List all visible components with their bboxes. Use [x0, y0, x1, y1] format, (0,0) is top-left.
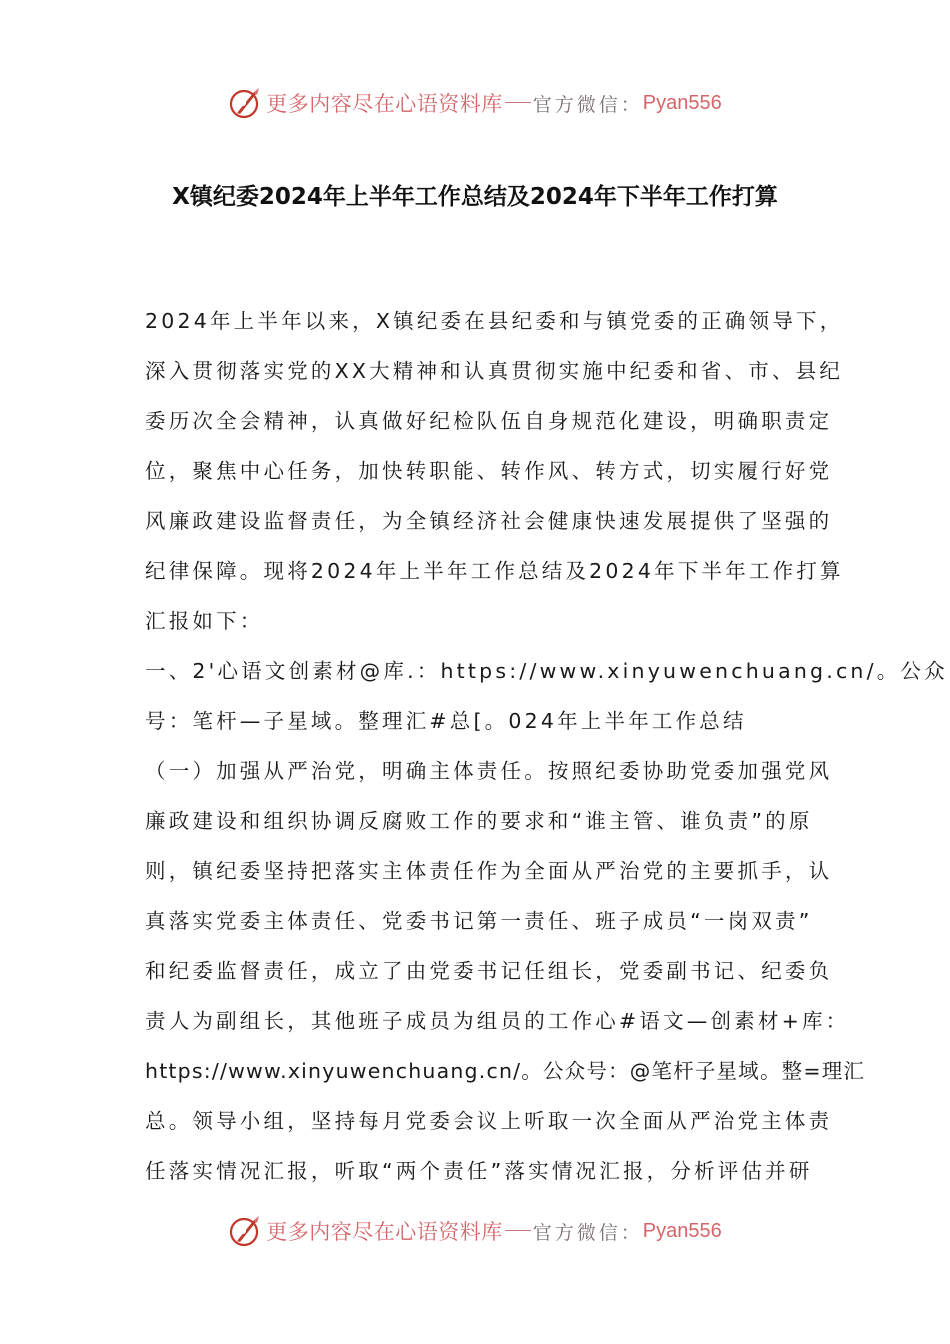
body-line: 深入贯彻落实党的XX大精神和认真贯彻实施中纪委和省、市、县纪: [145, 359, 844, 383]
body-line: 一、2'心语文创素材@库.：https://www.xinyuwenchuang.cn/。公众: [145, 659, 948, 683]
body-line: 委历次全会精神，认真做好纪检队伍自身规范化建设，明确职责定: [145, 409, 833, 433]
body-line: 责人为副组长，其他班子成员为组员的工作心#语文—创素材+库：: [145, 1009, 850, 1033]
body-line: 总。领导小组，坚持每月党委会议上听取一次全面从严治党主体责: [145, 1109, 833, 1133]
document-title: X镇纪委2024年上半年工作总结及2024年下半年工作打算: [172, 184, 778, 210]
body-line: 位，聚焦中心任务，加快转职能、转作风、转方式，切实履行好党: [145, 459, 833, 483]
body-line: 风廉政建设监督责任，为全镇经济社会健康快速发展提供了坚强的: [145, 509, 833, 533]
body-line: 和纪委监督责任，成立了由党委书记任组长，党委副书记、纪委负: [145, 959, 833, 983]
banner-wechat-id: Pyan556: [642, 91, 722, 114]
banner-wechat-id: Pyan556: [642, 1219, 722, 1242]
body-line: 真落实党委主体责任、党委书记第一责任、班子成员“一岗双责”: [145, 909, 813, 933]
document-body: [145, 296, 948, 1196]
body-line: https://www.xinyuwenchuang.cn/。公众号：@笔杆子星域。整=理汇: [145, 1059, 866, 1083]
quill-pen-logo-icon: [228, 86, 262, 120]
body-line: 2024年上半年以来，X镇纪委在县纪委和与镇党委的正确领导下，: [145, 309, 844, 333]
footer-watermark-banner: [0, 1211, 950, 1251]
header-watermark-banner: [0, 83, 950, 123]
banner-slogan: 更多内容尽在心语资料库: [266, 92, 503, 116]
banner-wechat-label: 官方微信：: [532, 1221, 643, 1244]
quill-pen-logo-icon: [228, 1214, 262, 1248]
body-line: 任落实情况汇报，听取“两个责任”落实情况汇报，分析评估并研: [145, 1159, 813, 1183]
body-line: 廉政建设和组织协调反腐败工作的要求和“谁主管、谁负责”的原: [145, 809, 813, 833]
banner-dash-divider: [505, 102, 531, 103]
body-line: 汇报如下：: [145, 609, 264, 633]
banner-slogan: 更多内容尽在心语资料库: [266, 1220, 503, 1244]
body-line: 则，镇纪委坚持把落实主体责任作为全面从严治党的主要抓手，认: [145, 859, 833, 883]
body-line: （一）加强从严治党，明确主体责任。按照纪委协助党委加强党风: [145, 759, 833, 783]
body-line: 纪律保障。现将2024年上半年工作总结及2024年下半年工作打算: [145, 559, 844, 583]
body-line: 号：笔杆—子星域。整理汇#总[。024年上半年工作总结: [145, 709, 747, 733]
banner-dash-divider: [505, 1230, 531, 1231]
banner-wechat-label: 官方微信：: [532, 93, 643, 116]
